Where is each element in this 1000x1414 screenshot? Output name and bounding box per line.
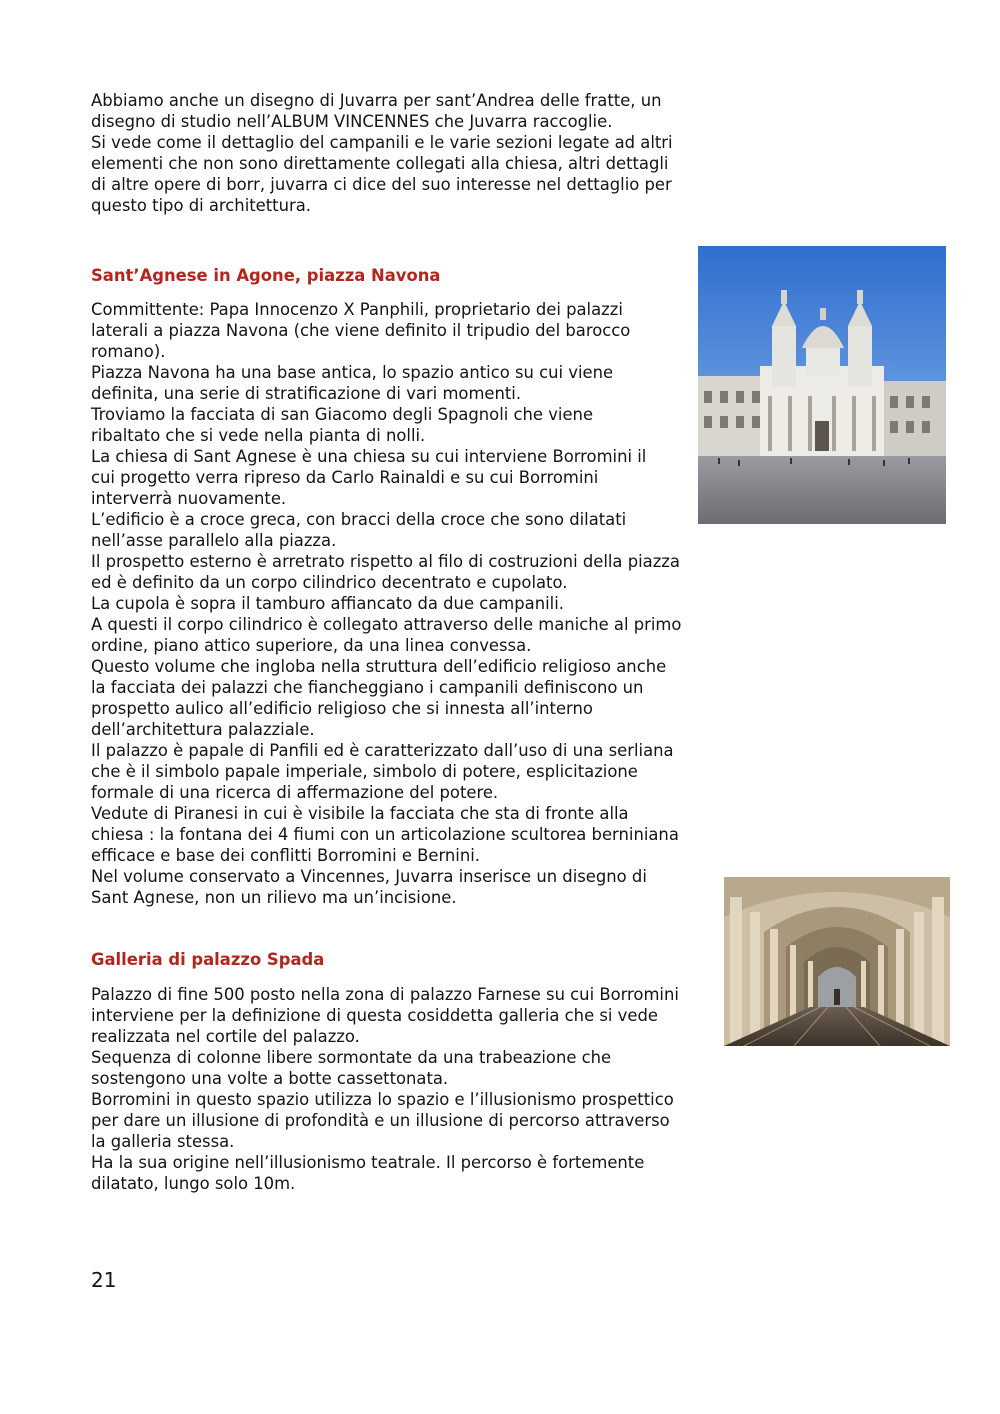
sant-agnese-paragraph: [91, 299, 703, 908]
sant-agnese-photo: [698, 246, 946, 524]
text-line: Borromini in questo spazio utilizza lo spazio e l’illusionismo prospettico: [91, 1090, 674, 1109]
text-line: Il prospetto esterno è arretrato rispetto al filo di costruzioni della piazza: [91, 552, 680, 571]
text-line: questo tipo di architettura.: [91, 196, 311, 215]
text-line: disegno di studio nell’ALBUM VINCENNES che Juvarra raccoglie.: [91, 112, 613, 131]
text-line: per dare un illusione di profondità e un illusione di percorso attraverso: [91, 1111, 670, 1130]
text-line: efficace e base dei conflitti Borromini e Bernini.: [91, 846, 481, 865]
text-line: ribaltato che si vede nella pianta di nolli.: [91, 426, 426, 445]
text-line: realizzata nel cortile del palazzo.: [91, 1027, 360, 1046]
text-line: ed è definito da un corpo cilindrico decentrato e cupolato.: [91, 573, 568, 592]
text-line: Sant Agnese, non un rilievo ma un’incisione.: [91, 888, 457, 907]
section-heading-galleria-spada: Galleria di palazzo Spada: [91, 950, 325, 969]
text-line: definita, una serie di stratificazione di vari momenti.: [91, 384, 522, 403]
text-line: interverrà nuovamente.: [91, 489, 287, 508]
text-line: nell’asse parallelo alla piazza.: [91, 531, 337, 550]
text-line: la facciata dei palazzi che fiancheggiano i campanili definiscono un: [91, 678, 644, 697]
text-line: dell’architettura palazziale.: [91, 720, 315, 739]
section-heading-sant-agnese: Sant’Agnese in Agone, piazza Navona: [91, 266, 441, 285]
text-line: Il palazzo è papale di Panfili ed è caratterizzato dall’uso di una serliana: [91, 741, 674, 760]
text-line: Vedute di Piranesi in cui è visibile la facciata che sta di fronte alla: [91, 804, 629, 823]
text-line: Piazza Navona ha una base antica, lo spazio antico su cui viene: [91, 363, 614, 382]
text-line: Sequenza di colonne libere sormontate da una trabeazione che: [91, 1048, 612, 1067]
text-line: interviene per la definizione di questa cosiddetta galleria che si vede: [91, 1006, 658, 1025]
text-line: Troviamo la facciata di san Giacomo degli Spagnoli che viene: [91, 405, 594, 424]
text-line: di altre opere di borr, juvarra ci dice del suo interesse nel dettaglio per: [91, 175, 672, 194]
page-number: 21: [91, 1268, 117, 1292]
text-line: Si vede come il dettaglio del campanili e le varie sezioni legate ad altri: [91, 133, 673, 152]
text-line: La chiesa di Sant Agnese è una chiesa su cui interviene Borromini il: [91, 447, 647, 466]
text-line: Nel volume conservato a Vincennes, Juvarra inserisce un disegno di: [91, 867, 647, 886]
text-line: Abbiamo anche un disegno di Juvarra per sant’Andrea delle fratte, un: [91, 91, 662, 110]
text-line: ordine, piano attico superiore, da una linea convessa.: [91, 636, 532, 655]
text-line: dilatato, lungo solo 10m.: [91, 1174, 296, 1193]
text-line: sostengono una volte a botte cassettonata.: [91, 1069, 449, 1088]
galleria-spada-photo: [724, 877, 950, 1046]
text-line: Palazzo di fine 500 posto nella zona di palazzo Farnese su cui Borromini: [91, 985, 679, 1004]
galleria-spada-paragraph: [91, 984, 703, 1194]
text-line: Ha la sua origine nell’illusionismo teatrale. Il percorso è fortemente: [91, 1153, 645, 1172]
text-line: Questo volume che ingloba nella struttura dell’edificio religioso anche: [91, 657, 667, 676]
text-line: la galleria stessa.: [91, 1132, 235, 1151]
text-line: formale di una ricerca di affermazione del potere.: [91, 783, 499, 802]
text-line: L’edificio è a croce greca, con bracci della croce che sono dilatati: [91, 510, 627, 529]
text-line: Committente: Papa Innocenzo X Panphili, proprietario dei palazzi: [91, 300, 623, 319]
text-line: chiesa : la fontana dei 4 fiumi con un articolazione scultorea berniniana: [91, 825, 679, 844]
text-line: elementi che non sono direttamente collegati alla chiesa, altri dettagli: [91, 154, 669, 173]
text-line: cui progetto verra ripreso da Carlo Rainaldi e su cui Borromini: [91, 468, 599, 487]
text-line: laterali a piazza Navona (che viene definito il tripudio del barocco: [91, 321, 631, 340]
text-line: che è il simbolo papale imperiale, simbolo di potere, esplicitazione: [91, 762, 638, 781]
text-line: prospetto aulico all’edificio religioso che si innesta all’interno: [91, 699, 593, 718]
text-line: A questi il corpo cilindrico è collegato attraverso delle maniche al primo: [91, 615, 682, 634]
text-line: La cupola è sopra il tamburo affiancato da due campanili.: [91, 594, 564, 613]
intro-paragraph: [91, 90, 703, 216]
text-line: romano).: [91, 342, 166, 361]
